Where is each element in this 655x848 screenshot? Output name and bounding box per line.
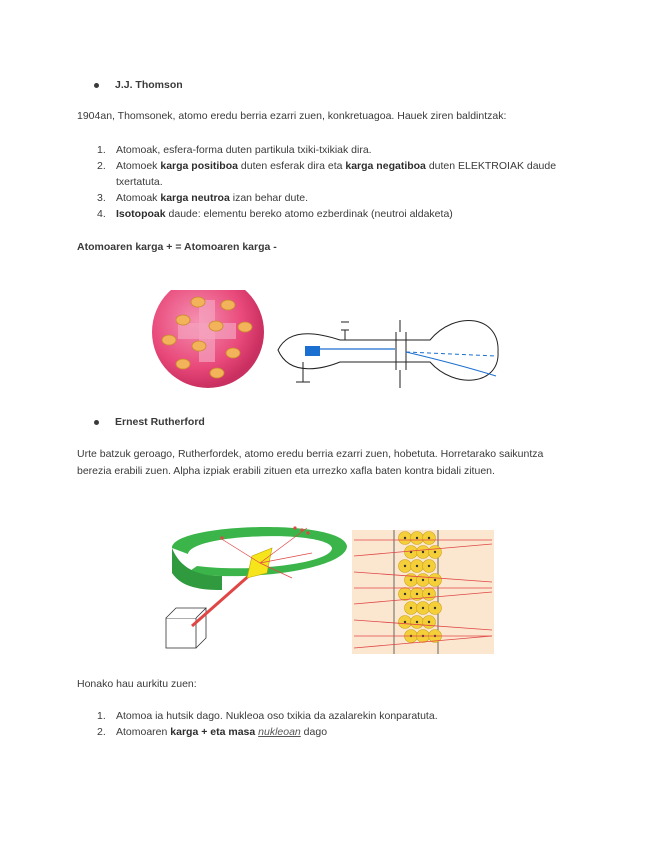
nucleus bbox=[434, 607, 436, 609]
bold-text: karga + eta masa bbox=[170, 726, 256, 738]
nucleus bbox=[416, 565, 418, 567]
rutherford-figure bbox=[162, 518, 498, 656]
electron bbox=[221, 300, 235, 310]
nucleus bbox=[428, 565, 430, 567]
nucleus bbox=[410, 579, 412, 581]
rutherford-found: Honako hau aurkitu zuen: bbox=[77, 678, 197, 690]
radioactive-source bbox=[166, 618, 196, 648]
plus-sign-horizontal bbox=[178, 323, 236, 339]
list-item bbox=[77, 724, 577, 740]
text-run: Atomoak bbox=[116, 192, 161, 204]
rutherford-list bbox=[77, 708, 577, 740]
cathode-ray-tube bbox=[278, 320, 498, 388]
thomson-figure bbox=[150, 290, 505, 400]
electron bbox=[162, 335, 176, 345]
thomson-heading: J.J. Thomson bbox=[115, 79, 183, 91]
list-number: 1. bbox=[97, 144, 106, 156]
list-number: 2. bbox=[97, 160, 106, 172]
nucleus bbox=[404, 593, 406, 595]
bold-text: karga neutroa bbox=[160, 192, 230, 204]
bullet-dot-icon bbox=[94, 83, 99, 88]
list-number: 2. bbox=[97, 726, 106, 738]
list-item bbox=[77, 708, 577, 724]
nucleus bbox=[416, 537, 418, 539]
electron bbox=[192, 341, 206, 351]
plum-pudding-model bbox=[152, 290, 264, 388]
list-item bbox=[77, 206, 577, 222]
text-run: izan behar dute. bbox=[229, 192, 309, 204]
electron bbox=[209, 321, 223, 331]
text-run: dago bbox=[300, 726, 328, 738]
text-run: Atomoa ia hutsik dago. Nukleoa oso txikia da azalarekin konparatuta. bbox=[116, 710, 438, 722]
electron bbox=[226, 348, 240, 358]
thomson-intro: 1904an, Thomsonek, atomo eredu berria ezarri zuen, konkretuagoa. Hauek ziren baldintzak: bbox=[77, 110, 507, 122]
electron bbox=[176, 359, 190, 369]
electron bbox=[176, 315, 190, 325]
nucleus bbox=[410, 607, 412, 609]
text-run: Atomoek bbox=[116, 160, 161, 172]
nucleus bbox=[422, 607, 424, 609]
nucleus bbox=[422, 579, 424, 581]
nucleus bbox=[428, 621, 430, 623]
nucleus bbox=[404, 621, 406, 623]
bullet-dot-icon bbox=[94, 420, 99, 425]
electron bbox=[210, 368, 224, 378]
text-run: duten ELEKTROIAK daude txertatuta. bbox=[116, 160, 557, 188]
electron bbox=[191, 297, 205, 307]
list-item bbox=[77, 158, 577, 190]
nucleus bbox=[404, 565, 406, 567]
gold-atoms-diagram bbox=[352, 530, 494, 654]
list-number: 4. bbox=[97, 208, 106, 220]
nukleoan-link[interactable]: nukleoan bbox=[258, 726, 301, 738]
charge-equation: Atomoaren karga + = Atomoaren karga - bbox=[77, 241, 277, 253]
electron bbox=[238, 322, 252, 332]
text-run: daude: elementu bereko atomo ezberdinak (neutroi aldaketa) bbox=[165, 208, 453, 220]
thomson-heading-bullet bbox=[96, 79, 183, 91]
nucleus bbox=[434, 551, 436, 553]
nucleus bbox=[416, 593, 418, 595]
bold-text: Isotopoak bbox=[116, 208, 166, 220]
nucleus bbox=[428, 593, 430, 595]
text-run: duten esferak dira eta bbox=[237, 160, 346, 172]
rutherford-heading-bullet bbox=[96, 416, 205, 428]
nucleus bbox=[422, 551, 424, 553]
nucleus bbox=[404, 537, 406, 539]
rutherford-intro: Urte batzuk geroago, Rutherfordek, atomo eredu berria ezarri zuen, hobetuta. Horretarako saikuntza berezia erabili zuen. Alpha izpiak erabili zituen eta urrezko xafla baten kontra bidali zituen. bbox=[77, 448, 544, 477]
bold-text: karga positiboa bbox=[160, 160, 238, 172]
text-run: Atomoaren bbox=[116, 726, 171, 738]
bold-text: karga negatiboa bbox=[345, 160, 426, 172]
list-number: 3. bbox=[97, 192, 106, 204]
rutherford-heading: Ernest Rutherford bbox=[115, 416, 205, 428]
list-item bbox=[77, 190, 577, 206]
thomson-list bbox=[77, 142, 577, 222]
gold-foil-experiment bbox=[166, 526, 347, 648]
list-item bbox=[77, 142, 577, 158]
nucleus bbox=[416, 621, 418, 623]
nucleus bbox=[428, 537, 430, 539]
list-number: 1. bbox=[97, 710, 106, 722]
nucleus bbox=[434, 579, 436, 581]
text-run: Atomoak, esfera-forma duten partikula txiki-txikiak dira. bbox=[116, 144, 372, 156]
